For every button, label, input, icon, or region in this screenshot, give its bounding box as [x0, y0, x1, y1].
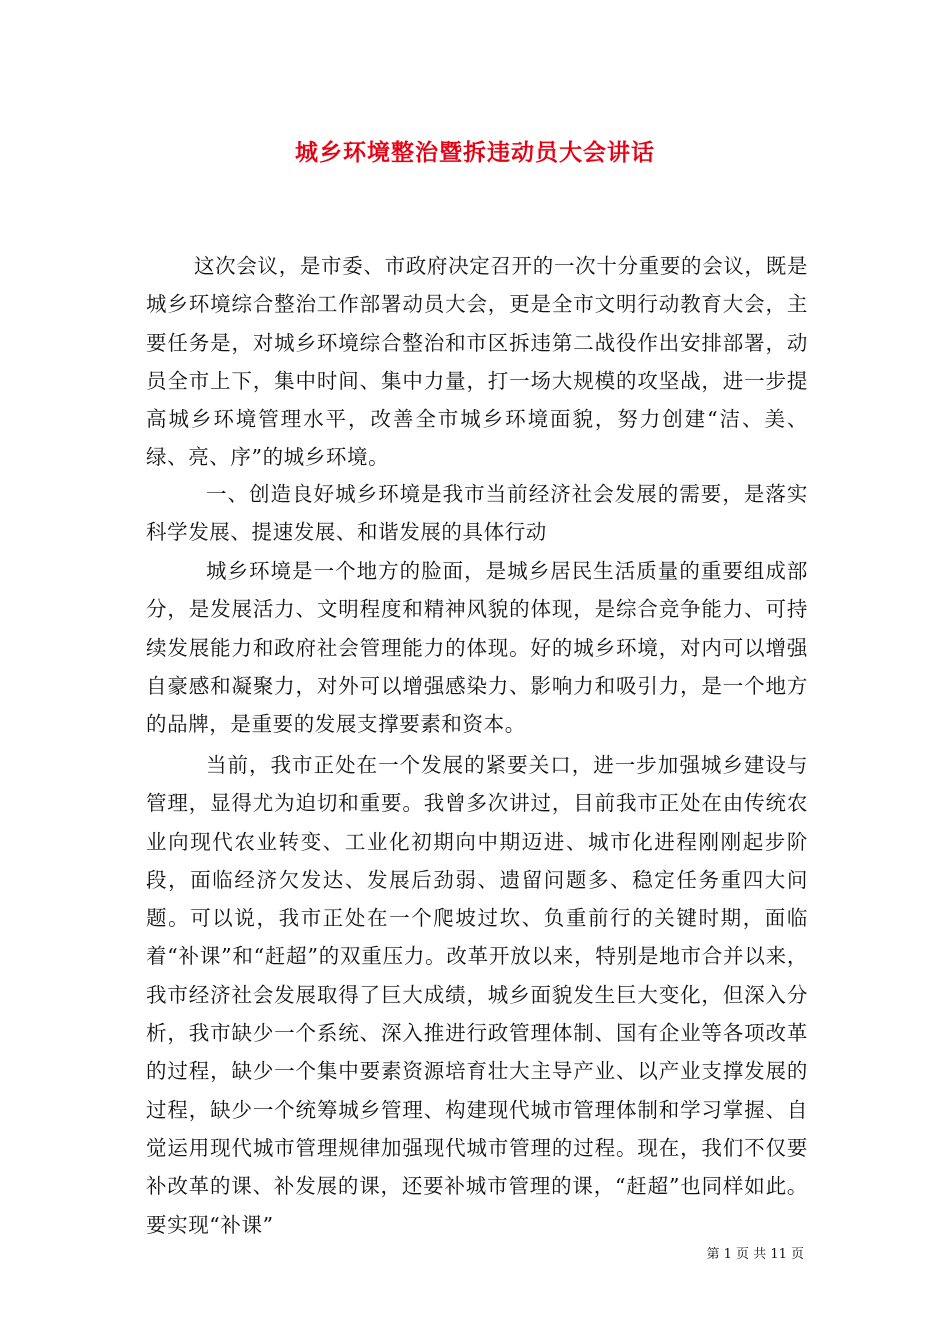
- paragraph-intro: 这次会议，是市委、市政府决定召开的一次十分重要的会议，既是城乡环境综合整治工作部署动员大会，更是全市文明行动教育大会，主要任务是，对城乡环境综合整治和市区拆违第二战役作出安排部署，动员全市上下，集中时间、集中力量，打一场大规模的攻坚战，进一步提高城乡环境管理水平，改善全市城乡环境面貌，努力创建“洁、美、绿、亮、序”的城乡环境。: [146, 254, 808, 470]
- section-heading-one: 一、创造良好城乡环境是我市当前经济社会发展的需要，是落实科学发展、提速发展、和谐发展的具体行动: [146, 482, 808, 545]
- document-title: 城乡环境整治暨拆违动员大会讲话: [295, 139, 655, 166]
- paragraph-environment: 城乡环境是一个地方的脸面，是城乡居民生活质量的重要组成部分，是发展活力、文明程度和精神风貌的体现，是综合竞争能力、可持续发展能力和政府社会管理能力的体现。好的城乡环境，对内可以增强自豪感和凝聚力，对外可以增强感染力、影响力和吸引力，是一个地方的品牌，是重要的发展支撑要素和资本。: [146, 559, 808, 737]
- page-number-footer: 第 1 页 共 11 页: [706, 1247, 804, 1262]
- paragraph-current-situation: 当前，我市正处在一个发展的紧要关口，进一步加强城乡建设与管理，显得尤为迫切和重要。我曾多次讲过，目前我市正处在由传统农业向现代农业转变、工业化初期向中期迈进、城市化进程刚刚起步阶段，面临经济欠发达、发展后劲弱、遗留问题多、稳定任务重四大问题。可以说，我市正处在一个爬坡过坎、负重前行的关键时期，面临着“补课”和“赶超”的双重压力。改革开放以来，特别是地市合并以来，我市经济社会发展取得了巨大成绩，城乡面貌发生巨大变化，但深入分析，我市缺少一个系统、深入推进行政管理体制、国有企业等各项改革的过程，缺少一个集中要素资源培育壮大主导产业、以产业支撑发展的过程，缺少一个统筹城乡管理、构建现代城市管理体制和学习掌握、自觉运用现代城市管理规律加强现代城市管理的过程。现在，我们不仅要补改革的课、补发展的课，还要补城市管理的课，“赶超”也同样如此。要实现“补课”: [146, 753, 808, 1237]
